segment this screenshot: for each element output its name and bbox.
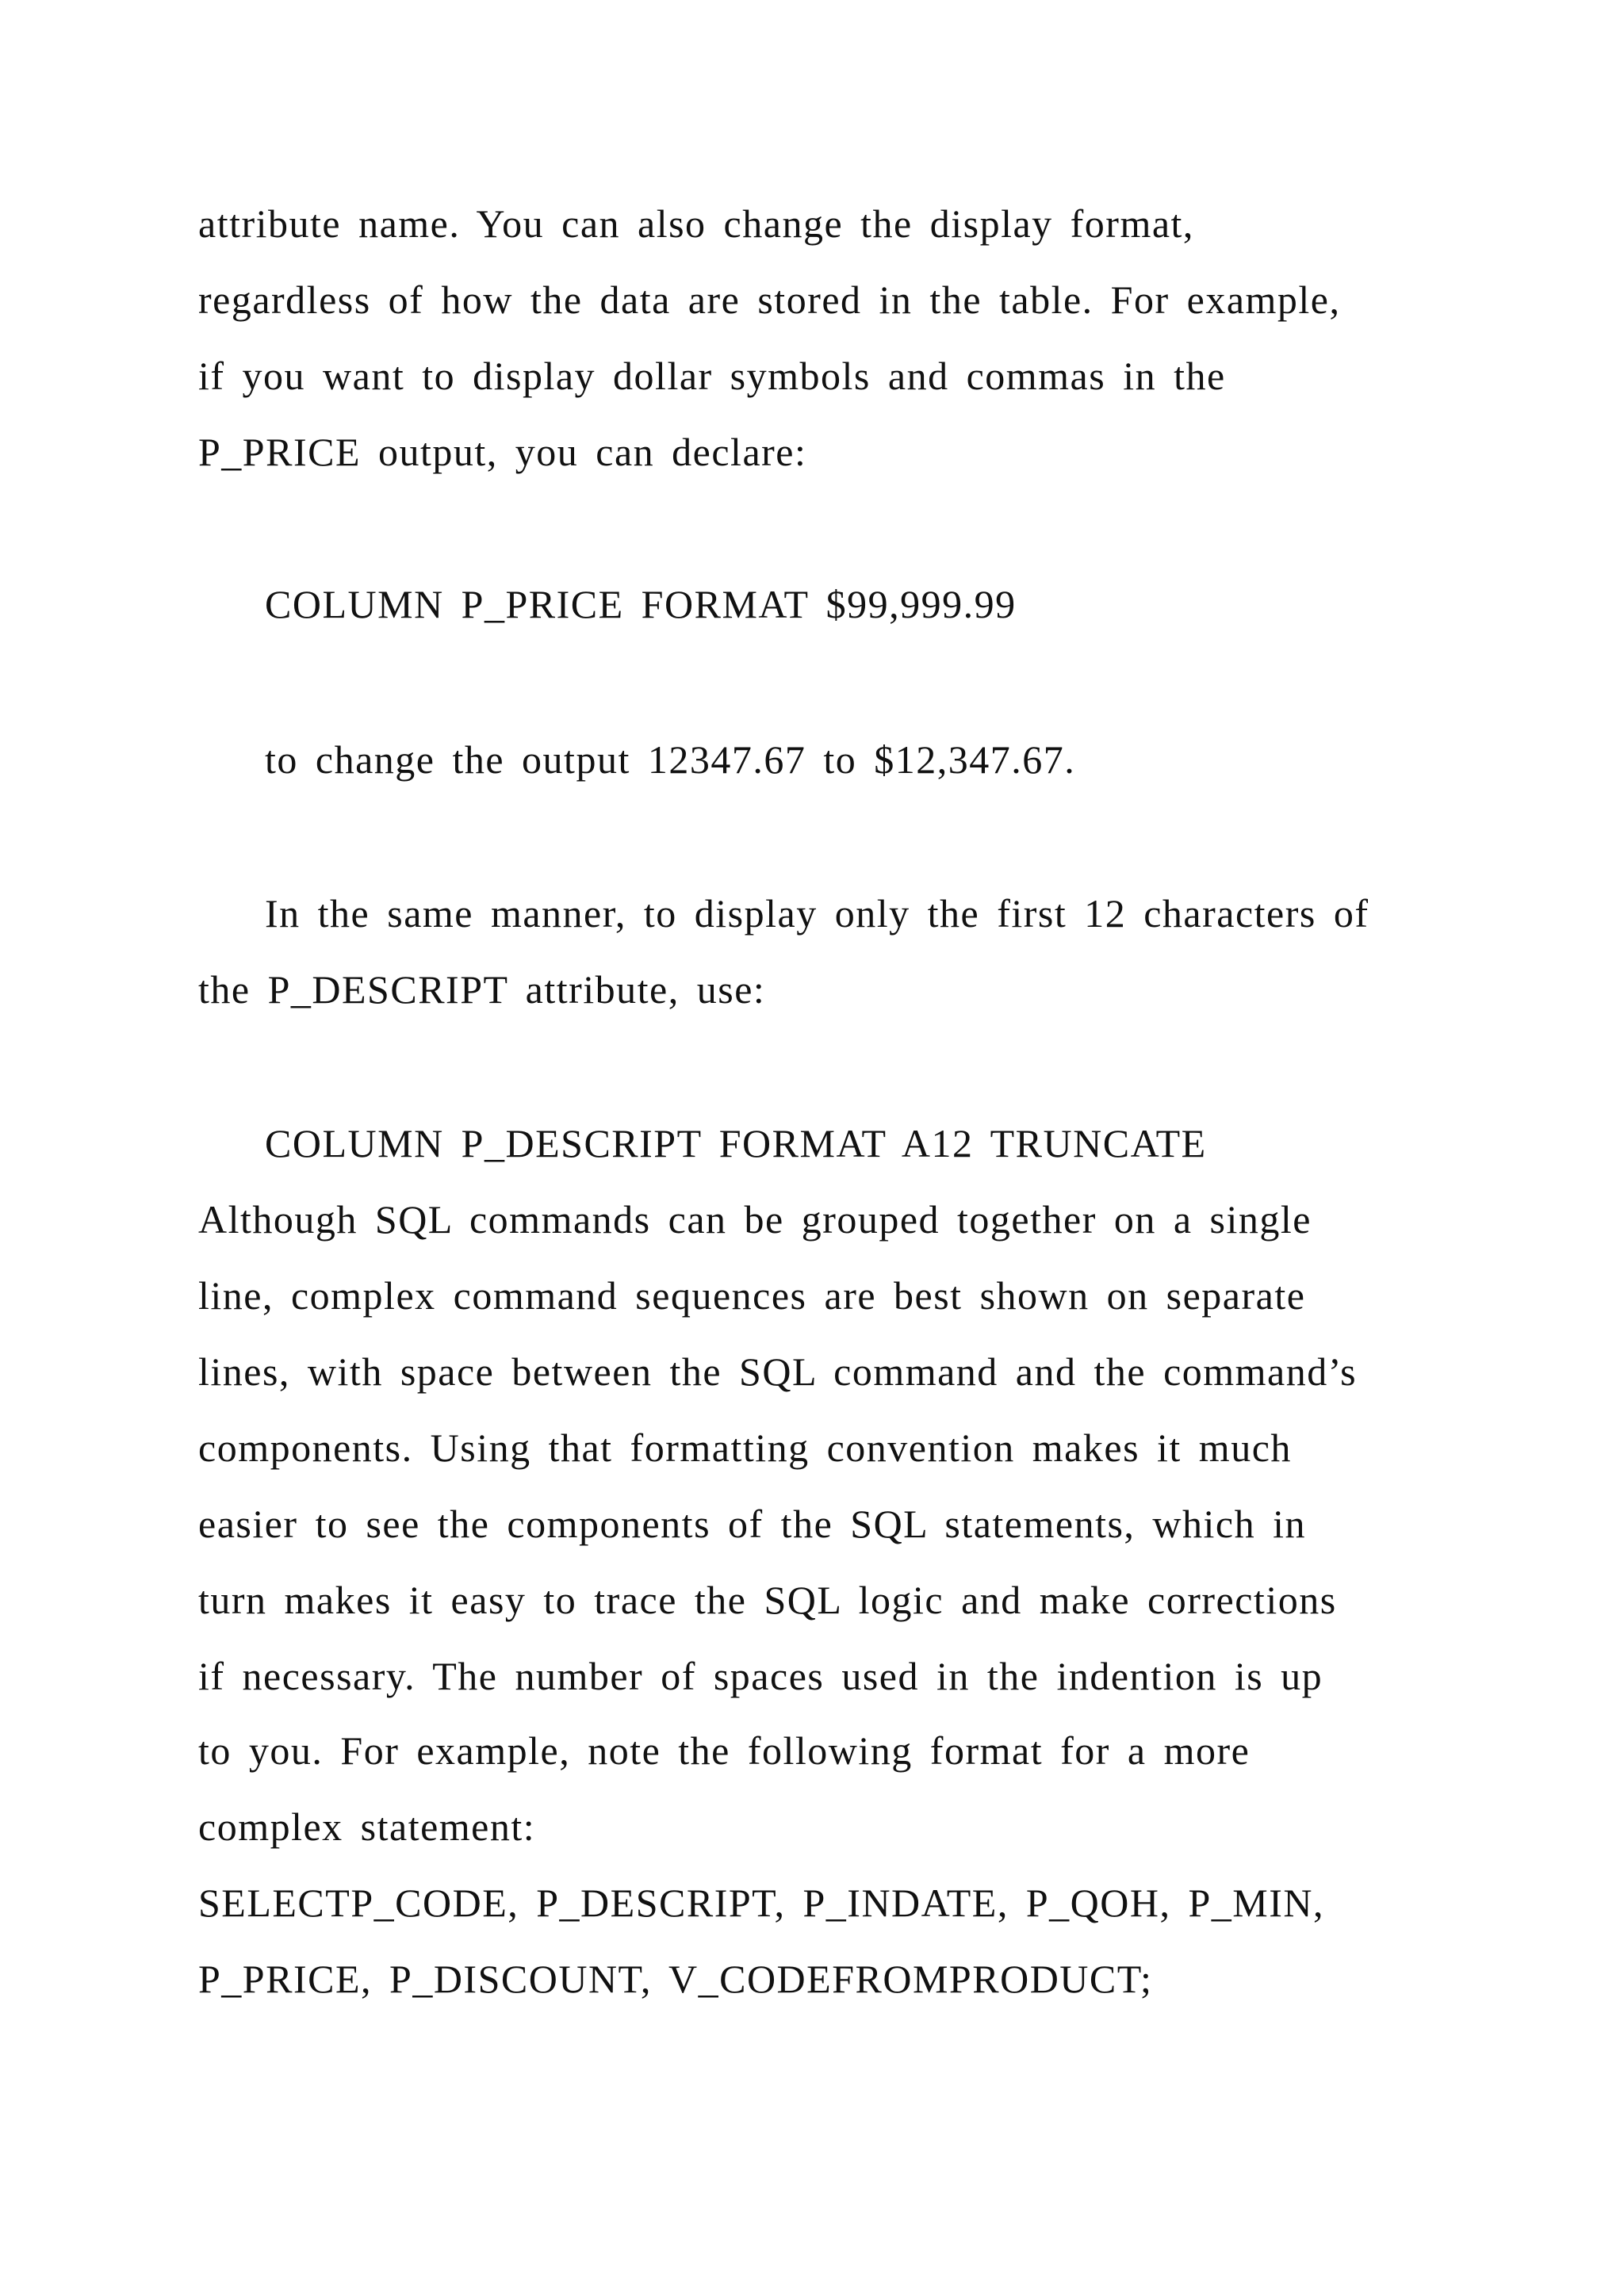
paragraph-line: complex statement: <box>198 1804 536 1849</box>
paragraph-line: regardless of how the data are stored in the table. For example, <box>198 277 1341 322</box>
paragraph-line: turn makes it easy to trace the SQL logic and make corrections <box>198 1578 1337 1622</box>
paragraph-line: Although SQL commands can be grouped together on a single <box>198 1197 1312 1242</box>
paragraph-line: lines, with space between the SQL command and the command’s <box>198 1349 1358 1394</box>
paragraph-line: if necessary. The number of spaces used in the indention is up <box>198 1654 1323 1698</box>
code-line: COLUMN P_DESCRIPT FORMAT A12 TRUNCATE <box>265 1121 1207 1165</box>
paragraph-line: components. Using that formatting convention makes it much <box>198 1425 1292 1470</box>
paragraph-line: to change the output 12347.67 to $12,347.67. <box>265 737 1076 782</box>
code-line: SELECTP_CODE, P_DESCRIPT, P_INDATE, P_QOH, P_MIN, <box>198 1881 1324 1925</box>
paragraph-line: P_PRICE output, you can declare: <box>198 430 807 474</box>
paragraph-line: In the same manner, to display only the first 12 characters of <box>265 891 1369 936</box>
paragraph-line: attribute name. You can also change the display format, <box>198 201 1194 246</box>
paragraph-line: line, complex command sequences are best shown on separate <box>198 1273 1306 1318</box>
paragraph-line: if you want to display dollar symbols and commas in the <box>198 354 1226 398</box>
paragraph-line: to you. For example, note the following format for a more <box>198 1728 1251 1773</box>
code-line: COLUMN P_PRICE FORMAT $99,999.99 <box>265 582 1017 626</box>
paragraph-line: easier to see the components of the SQL statements, which in <box>198 1502 1307 1546</box>
paragraph-line: the P_DESCRIPT attribute, use: <box>198 967 766 1012</box>
code-line: P_PRICE, P_DISCOUNT, V_CODEFROMPRODUCT; <box>198 1957 1153 2001</box>
